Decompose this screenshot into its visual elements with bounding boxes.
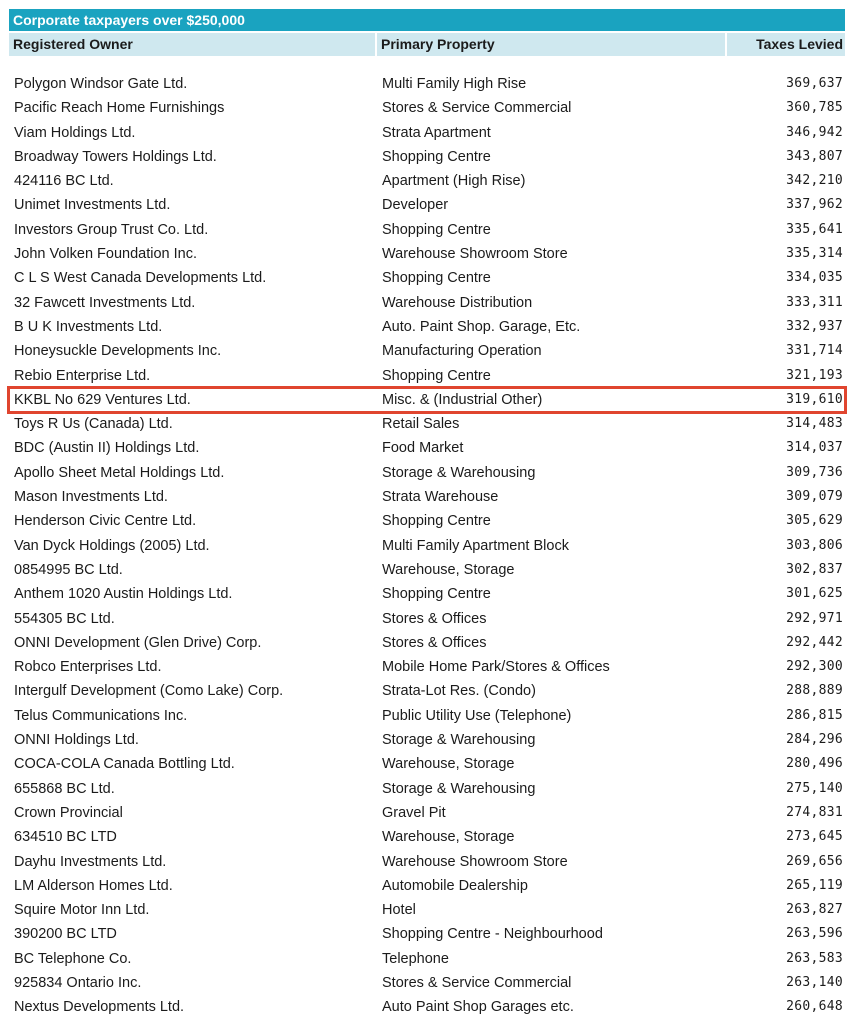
cell-primary-property: Stores & Service Commercial [382,974,572,991]
cell-taxes-levied: 260,648 [786,999,843,1015]
cell-taxes-levied: 346,942 [786,124,843,140]
cell-registered-owner: Nextus Developments Ltd. [14,999,185,1016]
cell-taxes-levied: 284,296 [786,732,843,748]
cell-registered-owner: Unimet Investments Ltd. [14,197,171,214]
table-row [9,777,845,801]
cell-primary-property: Warehouse, Storage [382,829,515,846]
cell-primary-property: Strata-Lot Res. (Condo) [382,683,536,700]
cell-taxes-levied: 321,193 [786,367,843,383]
cell-registered-owner: COCA-COLA Canada Bottling Ltd. [14,756,235,773]
cell-taxes-levied: 301,625 [786,586,843,602]
cell-registered-owner: 554305 BC Ltd. [14,610,115,627]
cell-primary-property: Warehouse, Storage [382,756,515,773]
table-row [9,96,845,120]
table-row [9,558,845,582]
cell-registered-owner: ONNI Development (Glen Drive) Corp. [14,634,262,651]
cell-registered-owner: Crown Provincial [14,804,123,821]
cell-primary-property: Food Market [382,440,464,457]
cell-primary-property: Warehouse Distribution [382,294,533,311]
cell-primary-property: Stores & Offices [382,634,487,651]
table-row [9,266,845,290]
cell-primary-property: Shopping Centre [382,221,491,238]
cell-registered-owner: Pacific Reach Home Furnishings [14,100,225,117]
table-row [9,291,845,315]
cell-taxes-levied: 342,210 [786,173,843,189]
cell-registered-owner: Investors Group Trust Co. Ltd. [14,221,209,238]
cell-primary-property: Shopping Centre [382,586,491,603]
cell-registered-owner: Intergulf Development (Como Lake) Corp. [14,683,284,700]
cell-primary-property: Shopping Centre [382,148,491,165]
table-row [9,509,845,533]
cell-taxes-levied: 337,962 [786,197,843,213]
column-header-property: Primary Property [377,33,725,56]
cell-primary-property: Shopping Centre [382,513,491,530]
cell-registered-owner: 32 Fawcett Investments Ltd. [14,294,196,311]
cell-registered-owner: Apollo Sheet Metal Holdings Ltd. [14,464,225,481]
cell-registered-owner: Robco Enterprises Ltd. [14,659,162,676]
cell-registered-owner: John Volken Foundation Inc. [14,246,197,263]
cell-primary-property: Automobile Dealership [382,877,528,894]
table-row [9,364,845,388]
table-row [9,728,845,752]
cell-taxes-levied: 314,037 [786,440,843,456]
table-row [9,485,845,509]
cell-taxes-levied: 309,736 [786,464,843,480]
cell-taxes-levied: 335,641 [786,221,843,237]
cell-registered-owner: Rebio Enterprise Ltd. [14,367,151,384]
cell-taxes-levied: 263,596 [786,926,843,942]
table-row [9,534,845,558]
table-row-highlighted [9,388,845,412]
table-row [9,145,845,169]
cell-registered-owner: Squire Motor Inn Ltd. [14,902,150,919]
cell-taxes-levied: 280,496 [786,756,843,772]
cell-primary-property: Shopping Centre - Neighbourhood [382,926,603,943]
cell-taxes-levied: 334,035 [786,270,843,286]
table-row [9,679,845,703]
cell-primary-property: Misc. & (Industrial Other) [382,391,543,408]
cell-primary-property: Auto. Paint Shop. Garage, Etc. [382,318,581,335]
cell-primary-property: Public Utility Use (Telephone) [382,707,572,724]
table-row [9,412,845,436]
cell-taxes-levied: 269,656 [786,853,843,869]
cell-primary-property: Shopping Centre [382,270,491,287]
table-row [9,704,845,728]
cell-primary-property: Warehouse, Storage [382,561,515,578]
table-row [9,193,845,217]
table-row [9,582,845,606]
cell-registered-owner: Anthem 1020 Austin Holdings Ltd. [14,586,233,603]
cell-taxes-levied: 275,140 [786,780,843,796]
taxpayers-table [9,9,845,56]
cell-primary-property: Warehouse Showroom Store [382,853,568,870]
table-row [9,947,845,971]
cell-taxes-levied: 333,311 [786,294,843,310]
cell-primary-property: Multi Family Apartment Block [382,537,569,554]
cell-taxes-levied: 319,610 [786,391,843,407]
table-row [9,218,845,242]
cell-primary-property: Multi Family High Rise [382,76,527,92]
cell-registered-owner: Telus Communications Inc. [14,707,188,724]
cell-primary-property: Mobile Home Park/Stores & Offices [382,659,610,676]
cell-primary-property: Apartment (High Rise) [382,173,526,190]
table-row [9,850,845,874]
cell-taxes-levied: 263,827 [786,902,843,918]
cell-taxes-levied: 331,714 [786,343,843,359]
cell-registered-owner: Mason Investments Ltd. [14,489,168,506]
table-row [9,436,845,460]
cell-registered-owner: Toys R Us (Canada) Ltd. [14,416,173,433]
cell-primary-property: Gravel Pit [382,804,446,821]
table-row [9,752,845,776]
cell-taxes-levied: 286,815 [786,707,843,723]
cell-registered-owner: Honeysuckle Developments Inc. [14,343,222,360]
cell-primary-property: Stores & Service Commercial [382,100,572,117]
cell-primary-property: Stores & Offices [382,610,487,627]
column-header-taxes: Taxes Levied [727,33,845,56]
cell-registered-owner: BC Telephone Co. [14,950,132,967]
cell-registered-owner: 655868 BC Ltd. [14,780,115,797]
table-row [9,874,845,898]
cell-primary-property: Storage & Warehousing [382,732,536,749]
cell-registered-owner: C L S West Canada Developments Ltd. [14,270,267,287]
cell-taxes-levied: 335,314 [786,246,843,262]
table-header [9,33,845,56]
cell-registered-owner: BDC (Austin II) Holdings Ltd. [14,440,200,457]
cell-primary-property: Telephone [382,950,449,967]
cell-taxes-levied: 292,971 [786,610,843,626]
cell-taxes-levied: 288,889 [786,683,843,699]
cell-taxes-levied: 265,119 [786,877,843,893]
cell-taxes-levied: 302,837 [786,561,843,577]
cell-taxes-levied: 263,583 [786,950,843,966]
table-row [9,169,845,193]
column-header-owner: Registered Owner [9,33,375,56]
cell-taxes-levied: 303,806 [786,537,843,553]
cell-taxes-levied: 305,629 [786,513,843,529]
cell-taxes-levied: 332,937 [786,318,843,334]
cell-primary-property: Shopping Centre [382,367,491,384]
cell-registered-owner: Polygon Windsor Gate Ltd. [14,76,188,92]
table-row [9,801,845,825]
cell-primary-property: Manufacturing Operation [382,343,542,360]
table-row [9,922,845,946]
cell-primary-property: Strata Apartment [382,124,491,141]
table-row [9,655,845,679]
table-row [9,315,845,339]
table-row [9,971,845,995]
cell-taxes-levied: 314,483 [786,416,843,432]
cell-taxes-levied: 273,645 [786,829,843,845]
cell-registered-owner: Henderson Civic Centre Ltd. [14,513,197,530]
table-row [9,121,845,145]
table-row [9,607,845,631]
cell-registered-owner: Broadway Towers Holdings Ltd. [14,148,217,165]
table-body [9,72,845,1020]
cell-registered-owner: LM Alderson Homes Ltd. [14,877,173,894]
cell-registered-owner: ONNI Holdings Ltd. [14,732,139,749]
cell-taxes-levied: 369,637 [786,76,843,91]
table-row [9,72,845,96]
cell-taxes-levied: 309,079 [786,489,843,505]
cell-registered-owner: 634510 BC LTD [14,829,117,846]
cell-registered-owner: KKBL No 629 Ventures Ltd. [14,391,191,408]
table-title: Corporate taxpayers over $250,000 [9,9,845,31]
cell-primary-property: Strata Warehouse [382,489,499,506]
cell-registered-owner: 424116 BC Ltd. [14,173,114,190]
cell-taxes-levied: 360,785 [786,100,843,116]
cell-primary-property: Retail Sales [382,416,460,433]
table-row [9,242,845,266]
cell-registered-owner: Van Dyck Holdings (2005) Ltd. [14,537,210,554]
cell-registered-owner: 390200 BC LTD [14,926,117,943]
table-row [9,995,845,1019]
cell-primary-property: Hotel [382,902,416,919]
table-row [9,339,845,363]
cell-primary-property: Storage & Warehousing [382,464,536,481]
cell-primary-property: Warehouse Showroom Store [382,246,568,263]
cell-taxes-levied: 292,442 [786,634,843,650]
cell-taxes-levied: 274,831 [786,804,843,820]
table-row [9,461,845,485]
cell-primary-property: Auto Paint Shop Garages etc. [382,999,574,1016]
cell-primary-property: Developer [382,197,449,214]
cell-registered-owner: 0854995 BC Ltd. [14,561,123,578]
table-row [9,898,845,922]
cell-registered-owner: B U K Investments Ltd. [14,318,163,335]
table-row [9,631,845,655]
cell-taxes-levied: 292,300 [786,659,843,675]
cell-registered-owner: Viam Holdings Ltd. [14,124,136,141]
cell-registered-owner: 925834 Ontario Inc. [14,974,142,991]
cell-taxes-levied: 343,807 [786,148,843,164]
cell-primary-property: Storage & Warehousing [382,780,536,797]
table-row [9,825,845,849]
cell-registered-owner: Dayhu Investments Ltd. [14,853,167,870]
cell-taxes-levied: 263,140 [786,974,843,990]
